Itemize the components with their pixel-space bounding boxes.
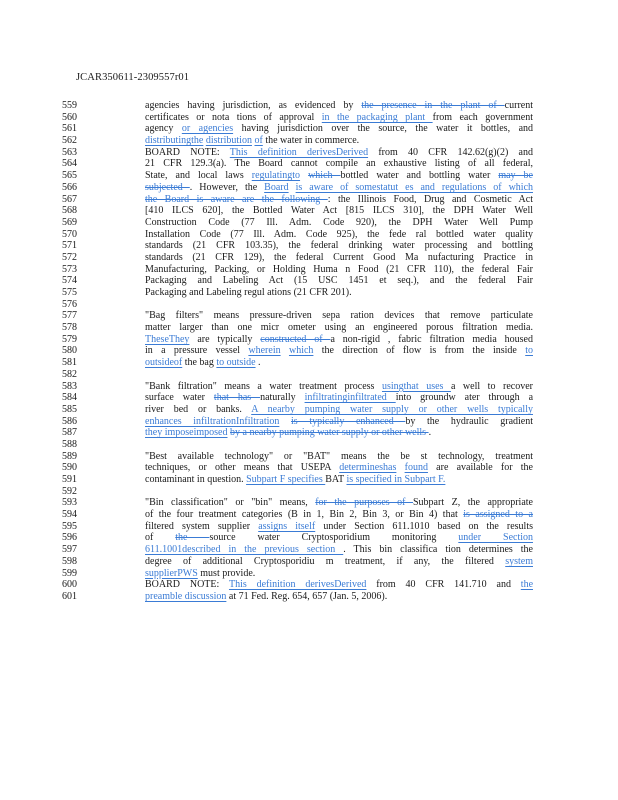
line-text: [145, 509, 533, 521]
document-line: [0, 568, 618, 580]
line-text: [145, 112, 533, 124]
document-line: [0, 544, 618, 556]
line-text: [145, 427, 533, 439]
document-body: [0, 100, 618, 603]
line-number: 596: [62, 532, 77, 544]
document-line: [0, 275, 618, 287]
line-text: [145, 556, 533, 568]
text-run: by the hydraulic gradient: [405, 415, 533, 427]
document-line: [0, 194, 618, 206]
inserted-text: distribution: [205, 135, 252, 147]
document-line: [0, 369, 618, 381]
line-text: [145, 100, 533, 112]
line-number: 569: [62, 216, 77, 228]
document-line: [0, 135, 618, 147]
inserted-text: of: [254, 135, 263, 147]
inserted-text: to outside: [216, 357, 256, 369]
line-number: 559: [62, 100, 77, 111]
document-line: [0, 404, 618, 416]
line-number: 577: [62, 310, 77, 322]
inserted-text: to: [525, 345, 533, 357]
document-line: [0, 322, 618, 334]
text-run: under Section 611.1010 based on the results: [315, 520, 533, 532]
line-text: [145, 334, 533, 346]
line-text: [145, 229, 533, 241]
deleted-text: constructed of: [260, 333, 331, 345]
text-run: Subpart Z, the appropriate: [413, 497, 533, 509]
text-run: [281, 345, 289, 356]
document-line: [0, 100, 618, 112]
document-line: [0, 310, 618, 322]
inserted-text: supplierPWS: [145, 567, 198, 579]
inserted-text: which: [288, 345, 314, 357]
line-number: 573: [62, 263, 77, 275]
line-text: [145, 264, 533, 276]
line-text: [145, 357, 533, 369]
line-text: [145, 240, 533, 252]
line-text: [145, 345, 533, 357]
document-line: [0, 123, 618, 135]
line-text: [145, 568, 533, 580]
text-run: .: [428, 427, 432, 439]
line-text: [145, 135, 533, 147]
inserted-text: is specified in Subpart F.: [346, 474, 446, 485]
line-number: 565: [62, 170, 77, 182]
line-number: 566: [62, 181, 77, 193]
line-text: [145, 147, 533, 159]
text-run: [410 ILCS 620], the Bottled Water Act [815 ILCS 310], the DPH Water Well: [145, 205, 533, 217]
line-number: 585: [62, 403, 77, 415]
text-run: the bag: [182, 357, 217, 369]
inserted-text: in the packaging plant: [321, 111, 433, 123]
inserted-text: preamble discussion: [145, 590, 227, 602]
line-number: 572: [62, 251, 77, 263]
document-line: [0, 497, 618, 509]
text-run: [289, 182, 296, 193]
document-line: [0, 357, 618, 369]
deleted-text: the Board is aware are the following: [145, 193, 328, 205]
line-text: [145, 462, 533, 474]
inserted-text: wherein: [248, 345, 281, 357]
text-run: BOARD NOTE:: [145, 579, 229, 591]
text-run: BOARD NOTE:: [145, 146, 230, 158]
line-number: 590: [62, 462, 77, 474]
inserted-text: enhances infiltrationInfiltration: [145, 415, 280, 427]
line-number: 598: [62, 555, 77, 567]
line-number: 595: [62, 520, 77, 532]
line-text: [145, 416, 533, 428]
text-run: of: [145, 532, 176, 544]
document-line: [0, 474, 618, 486]
inserted-text: distributingthe: [145, 135, 204, 147]
line-number: 567: [62, 193, 77, 205]
text-run: are available for the: [427, 462, 533, 474]
text-run: Packaging and Labeling Act (15 USC 1451 et seq.), and the federal Fair: [145, 275, 533, 287]
deleted-text: subjected: [145, 181, 190, 193]
text-run: 21 CFR 129.3(a). The Board cannot compile an exhaustive listing of all federal,: [145, 158, 533, 170]
text-run: current: [504, 100, 533, 111]
text-run: river bed or banks.: [145, 403, 252, 415]
line-number: 568: [62, 205, 77, 217]
deleted-text: by a nearby pumping water supply or other wells: [230, 427, 429, 439]
line-number: 563: [62, 146, 77, 158]
text-run: naturally: [260, 392, 305, 404]
inserted-text: regulatingto: [251, 170, 301, 182]
text-run: agency: [145, 123, 182, 135]
text-run: Manufacturing, Packing, or Holding Huma n Food (21 CFR 110), the federal Fair: [145, 263, 533, 275]
document-line: [0, 287, 618, 299]
text-run: matter larger than one micr ometer using an engineered porous filtration media.: [145, 322, 533, 334]
document-line: [0, 217, 618, 229]
line-number: 582: [62, 368, 77, 380]
text-run: having jurisdiction over the source, the water it bottles, and: [233, 123, 533, 135]
inserted-text: found: [404, 462, 428, 474]
document-id-header: JCAR350611-2309557r01: [76, 72, 190, 83]
document-line: [0, 112, 618, 124]
text-run: techniques, or other means that USEPA: [145, 462, 340, 474]
document-line: [0, 240, 618, 252]
line-text: [145, 322, 533, 334]
text-run: a well to recover: [450, 380, 533, 392]
line-number: 570: [62, 228, 77, 240]
text-run: in a pressure vessel: [145, 345, 249, 357]
text-run: standards (21 CFR 103.35), the federal drinking water processing and bottling: [145, 240, 533, 252]
text-run: from 40 CFR 142.62(g)(2) and: [368, 146, 533, 158]
line-text: [145, 287, 533, 299]
text-run: source water Cryptosporidium monitoring: [209, 532, 459, 544]
line-text: [145, 497, 533, 509]
line-text: [145, 579, 533, 591]
text-run: [300, 170, 308, 181]
text-run: at 71 Fed. Reg. 654, 657 (Jan. 5, 2006).: [226, 590, 388, 602]
document-line: [0, 451, 618, 463]
line-number: 588: [62, 438, 77, 450]
line-number: 578: [62, 322, 77, 334]
line-number: 561: [62, 123, 77, 135]
document-line: [0, 229, 618, 241]
line-number: 597: [62, 544, 77, 556]
line-number: 571: [62, 240, 77, 252]
document-line: [0, 532, 618, 544]
line-number: 581: [62, 357, 77, 369]
text-run: Installation Code (77 Ill. Adm. Code 925), the fede ral bottled water quality: [145, 228, 533, 240]
text-run: certificates or nota tions of approval: [145, 111, 322, 123]
line-number: 592: [62, 485, 77, 497]
line-number: 599: [62, 567, 77, 579]
line-number: 587: [62, 427, 77, 439]
text-run: from 40 CFR 141.710 and: [366, 579, 521, 591]
line-number: 579: [62, 333, 77, 345]
inserted-text: This definition derivesDerived: [228, 579, 367, 591]
line-number: 562: [62, 135, 77, 147]
deleted-text: the presence in the plant of: [361, 100, 505, 111]
document-line: [0, 158, 618, 170]
inserted-text: or agencies: [181, 123, 234, 135]
document-line: [0, 439, 618, 451]
text-run: Construction Code (77 Ill. Adm. Code 920), the DPH Water Well Pump: [145, 216, 533, 228]
line-text: [145, 474, 533, 486]
line-text: [145, 170, 533, 182]
text-run: "Bank filtration" means a water treatment process: [145, 380, 382, 392]
line-number: 575: [62, 287, 77, 298]
text-run: State, and local laws: [145, 170, 252, 182]
deleted-text: which: [308, 170, 341, 182]
inserted-text: they imposeimposed: [145, 427, 228, 439]
text-run: . However, the: [189, 181, 265, 193]
document-line: [0, 509, 618, 521]
line-number: 594: [62, 509, 77, 521]
document-line: [0, 556, 618, 568]
inserted-text: system: [505, 555, 533, 567]
document-line: [0, 170, 618, 182]
text-run: : the Illinois Food, Drug and Cosmetic Act: [327, 193, 533, 205]
inserted-text: usingthat uses: [381, 380, 451, 392]
deleted-text: the: [175, 532, 210, 544]
deleted-text: for the purposes of: [315, 497, 413, 509]
line-number: 589: [62, 450, 77, 462]
document-line: [0, 252, 618, 264]
document-line: [0, 334, 618, 346]
text-run: . This bin classifica tion determines the: [343, 544, 533, 556]
document-line: [0, 486, 618, 498]
deleted-text: may be: [498, 170, 533, 182]
line-text: [145, 521, 533, 533]
text-run: the direction of flow is from the inside: [313, 345, 526, 357]
text-run: [279, 416, 291, 427]
document-line: [0, 147, 618, 159]
text-run: into groundw ater through a: [395, 392, 533, 404]
line-number: 583: [62, 380, 77, 392]
inserted-text: TheseThey: [145, 333, 190, 345]
line-number: 593: [62, 497, 77, 509]
line-text: [145, 275, 533, 287]
document-line: [0, 579, 618, 591]
text-run: from each government: [432, 111, 533, 123]
line-number: 564: [62, 158, 77, 170]
text-run: must provide.: [197, 567, 256, 579]
document-line: [0, 462, 618, 474]
line-number: 591: [62, 474, 77, 485]
text-run: "Bin classification" or "bin" means,: [145, 497, 316, 509]
inserted-text: the: [520, 579, 533, 591]
text-run: surface water: [145, 392, 214, 404]
inserted-text: outsideof: [145, 357, 183, 369]
text-run: "Bag filters" means pressure-driven sepa ration devices that remove particulate: [145, 310, 533, 322]
text-run: Packaging and Labeling regul ations (21 CFR 201).: [145, 287, 352, 298]
document-line: [0, 416, 618, 428]
text-run: a non-rigid , fabric filtration media housed: [330, 333, 533, 345]
inserted-text: This definition derivesDerived: [229, 146, 369, 158]
inserted-text: assigns itself: [258, 520, 316, 532]
inserted-text: is aware of somestatut es and regulations of which: [295, 181, 533, 193]
text-run: BAT: [325, 474, 347, 485]
document-line: [0, 427, 618, 439]
document-line: [0, 182, 618, 194]
inserted-text: Board: [264, 181, 289, 193]
deleted-text: that has: [213, 392, 261, 404]
line-number: 576: [62, 298, 77, 310]
text-run: [396, 462, 404, 473]
line-text: [145, 194, 533, 206]
text-run: of the four treatment categories (B in 1, Bin 2, Bin 3, or Bin 4) that: [145, 509, 464, 521]
text-run: the water in commerce.: [262, 135, 360, 147]
inserted-text: Subpart F specifies: [246, 474, 326, 485]
line-number: 601: [62, 590, 77, 602]
inserted-text: 611.1001described in the previous section: [145, 544, 344, 556]
line-text: [145, 217, 533, 229]
line-number: 600: [62, 579, 77, 591]
inserted-text: under Section: [458, 532, 533, 544]
document-line: [0, 264, 618, 276]
text-run: bottled water and bottling water: [340, 170, 499, 182]
deleted-text: is assigned to a: [463, 509, 533, 521]
line-text: [145, 205, 533, 217]
inserted-text: A nearby pumping water supply or other wells typically: [251, 403, 533, 415]
document-line: [0, 591, 618, 603]
line-text: [145, 158, 533, 170]
line-text: [145, 544, 533, 556]
document-line: [0, 521, 618, 533]
line-number: 574: [62, 275, 77, 287]
line-text: [145, 591, 533, 603]
inserted-text: infiltratinginfiltrated: [304, 392, 396, 404]
text-run: "Best available technology" or "BAT" means the be st technology, treatment: [145, 450, 533, 462]
document-line: [0, 299, 618, 311]
line-text: [145, 252, 533, 264]
document-line: [0, 345, 618, 357]
text-run: contaminant in question.: [145, 474, 247, 485]
line-number: 584: [62, 392, 77, 404]
line-text: [145, 392, 533, 404]
line-text: [145, 310, 533, 322]
text-run: filtered system supplier: [145, 520, 259, 532]
line-text: [145, 381, 533, 393]
line-text: [145, 532, 533, 544]
text-run: are typically: [189, 333, 261, 345]
text-run: .: [255, 357, 261, 369]
line-text: [145, 451, 533, 463]
text-run: degree of additional Cryptosporidiu m treatment, if any, the filtered: [145, 555, 506, 567]
inserted-text: determineshas: [339, 462, 397, 474]
document-line: [0, 381, 618, 393]
text-run: standards (21 CFR 129), the federal Current Good Ma nufacturing Practice in: [145, 251, 533, 263]
deleted-text: is typically enhanced: [291, 415, 406, 427]
line-text: [145, 404, 533, 416]
text-run: agencies having jurisdiction, as evidenced by: [145, 100, 362, 111]
line-number: 586: [62, 415, 77, 427]
line-number: 580: [62, 345, 77, 357]
line-text: [145, 182, 533, 194]
document-line: [0, 205, 618, 217]
line-number: 560: [62, 111, 77, 123]
document-line: [0, 392, 618, 404]
line-text: [145, 123, 533, 135]
